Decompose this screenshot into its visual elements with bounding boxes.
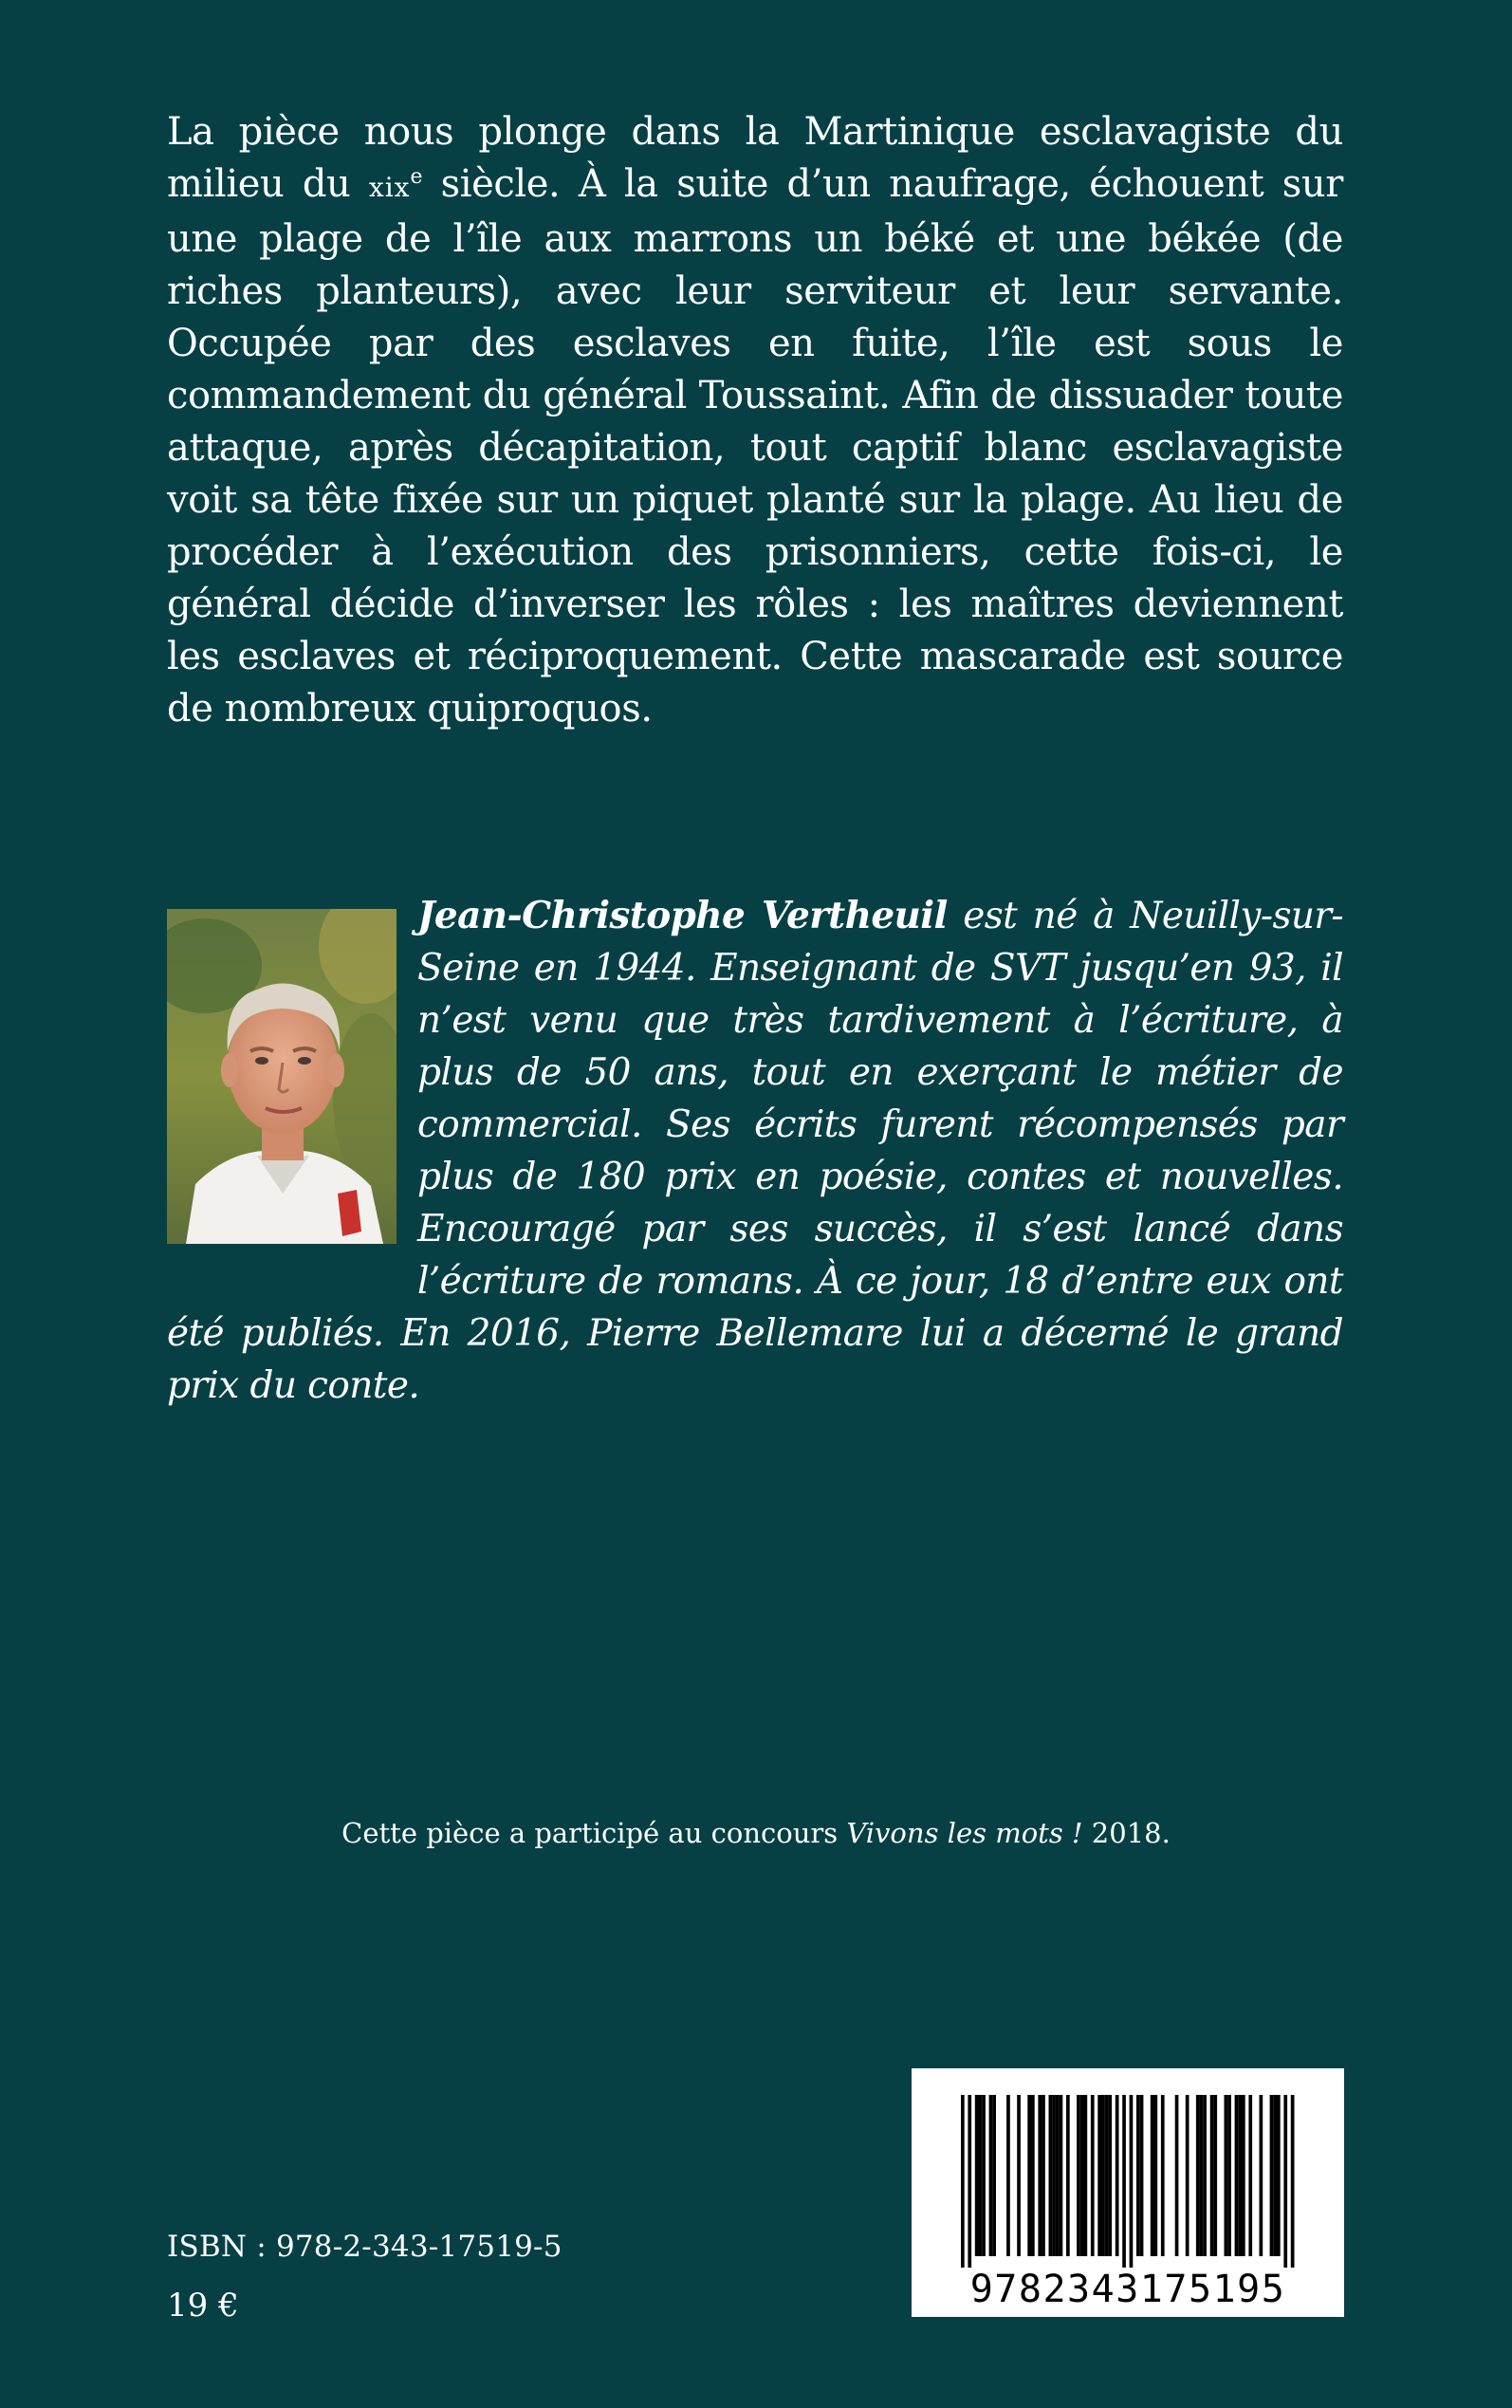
barcode-bar bbox=[992, 2095, 996, 2256]
barcode bbox=[912, 2068, 1344, 2317]
barcode-bar bbox=[1097, 2095, 1101, 2256]
barcode-bar bbox=[1116, 2095, 1119, 2256]
barcode-bar bbox=[1122, 2095, 1126, 2268]
century-superscript: e bbox=[410, 165, 423, 189]
century-numeral: xix bbox=[368, 172, 411, 203]
synopsis-part-2: siècle. À la suite d’un naufrage, échouent sur une plage de l’île aux marrons un béké et une békée (de riches planteurs), avec leur serviteur et leur servante. Occupée par des esclaves en fuite, l’île est sous le commandement du général Toussaint. Afin de dissuader toute attaque, après décapitation, tout captif blanc esclavagiste voit sa tête fixée sur un piquet planté sur la plage. Au lieu de procéder à l’exécution des prisonniers, cette fois-ci, le général décide d’inverser les rôles : les maîtres deviennent les esclaves et réciproquement. Cette mascarade est source de nombreux quiproquos. bbox=[167, 162, 1343, 731]
barcode-bar bbox=[968, 2095, 971, 2268]
barcode-bar bbox=[1235, 2095, 1239, 2256]
contest-note bbox=[0, 1814, 1512, 1852]
barcode-bar bbox=[1210, 2095, 1214, 2256]
barcode-bar bbox=[1260, 2095, 1263, 2256]
barcode-bar bbox=[1038, 2095, 1042, 2256]
barcode-bar bbox=[1080, 2095, 1084, 2256]
barcode-bar bbox=[1196, 2095, 1200, 2256]
barcode-bar bbox=[1151, 2095, 1154, 2256]
barcode-bar bbox=[982, 2095, 986, 2256]
barcode-bar bbox=[979, 2095, 983, 2256]
contest-prefix: Cette pièce a participé au concours bbox=[341, 1817, 847, 1849]
author-bio bbox=[167, 890, 1343, 1412]
barcode-bar bbox=[1006, 2095, 1010, 2256]
barcode-bar bbox=[1283, 2095, 1287, 2268]
synopsis-part-1: La pièce nous plonge dans la Martinique esclavagiste du milieu du bbox=[167, 110, 1343, 206]
barcode-bar bbox=[1291, 2095, 1295, 2268]
barcode-bar bbox=[989, 2095, 993, 2256]
barcode-bar bbox=[1130, 2095, 1134, 2268]
barcode-bar bbox=[1136, 2095, 1140, 2256]
barcode-bar bbox=[1213, 2095, 1217, 2256]
barcode-bar bbox=[1108, 2095, 1112, 2256]
barcode-bar bbox=[1227, 2095, 1231, 2256]
barcode-bar bbox=[1049, 2095, 1053, 2256]
author-bio-text: est né à Neuilly-sur-Seine en 1944. Enseignant de SVT jusqu’en 93, il n’est venu que très tardivement à l’écriture, à plus de 50 ans, tout en exerçant le métier de commercial. Ses écrits furent récompensés par plus de 180 prix en poésie, contes et nouvelles. Encouragé par ses succès, il s’est lancé dans l’écriture de romans. À ce jour, 18 d’entre eux ont été publiés. En 2016, Pierre Bellemare lui a décerné le grand prix du conte. bbox=[167, 895, 1343, 1407]
barcode-bar bbox=[1203, 2095, 1207, 2256]
barcode-bar bbox=[1077, 2095, 1080, 2256]
barcode-bar bbox=[1105, 2095, 1109, 2256]
barcode-bar bbox=[1052, 2095, 1056, 2256]
barcode-bar bbox=[1140, 2095, 1144, 2256]
contest-name: Vivons les mots ! bbox=[846, 1817, 1083, 1849]
barcode-bar bbox=[1225, 2095, 1228, 2256]
barcode-bar bbox=[1060, 2095, 1063, 2256]
barcode-number: 9782343175195 bbox=[969, 2268, 1286, 2311]
barcode-bar bbox=[1091, 2095, 1095, 2256]
barcode-bar bbox=[1248, 2095, 1252, 2256]
barcode-bar bbox=[1101, 2095, 1105, 2256]
barcode-bar bbox=[1161, 2095, 1165, 2256]
barcode-bar bbox=[1238, 2095, 1242, 2256]
barcode-bar bbox=[1154, 2095, 1158, 2256]
isbn: ISBN : 978-2-343-17519-5 bbox=[167, 2230, 562, 2264]
barcode-bar bbox=[975, 2095, 979, 2256]
barcode-bar bbox=[1175, 2095, 1179, 2256]
barcode-bar bbox=[1273, 2095, 1277, 2256]
barcode-bar bbox=[1017, 2095, 1021, 2256]
barcode-graphic bbox=[912, 2068, 1344, 2317]
barcode-bar bbox=[1186, 2095, 1189, 2256]
barcode-bar bbox=[1031, 2095, 1035, 2256]
barcode-bar bbox=[1200, 2095, 1204, 2256]
barcode-bar bbox=[1056, 2095, 1060, 2256]
barcode-bar bbox=[1042, 2095, 1045, 2256]
author-name: Jean-Christophe Vertheuil bbox=[417, 894, 948, 937]
barcode-bar bbox=[1242, 2095, 1245, 2256]
contest-suffix: 2018. bbox=[1082, 1817, 1171, 1849]
barcode-bar bbox=[961, 2095, 965, 2268]
barcode-bar bbox=[1066, 2095, 1070, 2256]
price: 19 € bbox=[167, 2287, 239, 2325]
synopsis-text bbox=[167, 106, 1343, 735]
barcode-bar bbox=[1027, 2095, 1031, 2256]
barcode-bar bbox=[1270, 2095, 1274, 2256]
photo-text-wrap bbox=[167, 890, 417, 1262]
barcode-bar bbox=[1277, 2095, 1281, 2256]
barcode-bar bbox=[1084, 2095, 1088, 2256]
